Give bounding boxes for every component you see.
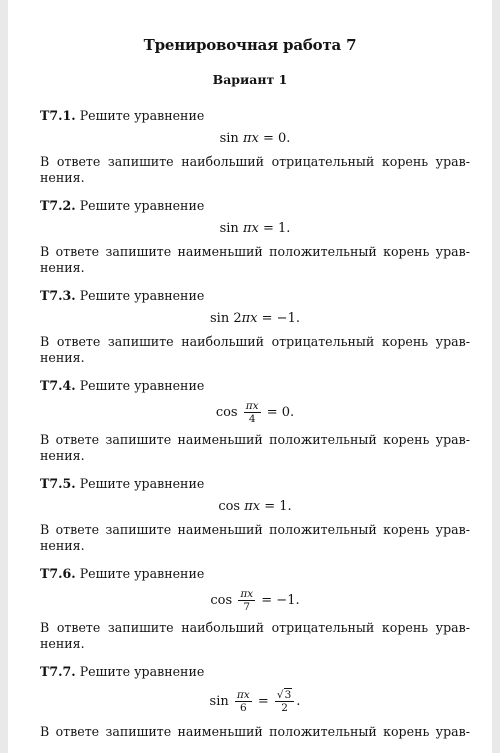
task-number: Т7.4. — [40, 378, 76, 393]
task-prompt: Решите уравнение — [79, 108, 205, 123]
instruction-line: нения. — [40, 170, 85, 185]
worksheet-page — [8, 0, 492, 753]
variant-heading: Вариант 1 — [212, 72, 288, 87]
instruction-line: В ответе запишите наибольший отрицательный корень урав- — [40, 620, 470, 635]
task-number: Т7.6. — [40, 566, 76, 581]
instruction-line: В ответе запишите наибольший отрицательный корень урав- — [40, 334, 470, 349]
task-prompt: Решите уравнение — [79, 198, 205, 213]
task-7-1 — [40, 108, 470, 186]
task-7-7 — [40, 664, 470, 740]
task-number: Т7.1. — [40, 108, 76, 123]
equation: sin $\frac{\pi x}{6}$ = $\frac{√3}{2}$ . — [209, 689, 301, 714]
instruction-line: нения. — [40, 260, 85, 275]
instruction-line: нения. — [40, 636, 85, 651]
equation: cos $\frac{\pi x}{7}$ = −1. — [210, 588, 300, 613]
task-prompt: Решите уравнение — [79, 288, 205, 303]
task-prompt: Решите уравнение — [79, 664, 205, 679]
page-title: Тренировочная работа 7 — [143, 36, 357, 54]
task-number: Т7.5. — [40, 476, 76, 491]
instruction-line: В ответе запишите наименьший положительный корень урав- — [40, 522, 470, 537]
instruction-line: нения. — [40, 448, 85, 463]
equation: cos πx = 1. — [218, 499, 292, 514]
task-number: Т7.2. — [40, 198, 76, 213]
equation: sin πx = 1. — [219, 221, 291, 236]
task-prompt: Решите уравнение — [79, 378, 205, 393]
task-number: Т7.3. — [40, 288, 76, 303]
task-number: Т7.7. — [40, 664, 76, 679]
task-7-5 — [40, 476, 470, 554]
task-7-6 — [40, 566, 470, 652]
task-prompt: Решите уравнение — [79, 566, 205, 581]
equation: sin 2πx = −1. — [210, 311, 300, 326]
instruction-line: нения. — [40, 538, 85, 553]
equation: cos $\frac{\pi x}{4}$ = 0. — [215, 400, 295, 425]
instruction-line: В ответе запишите наименьший положительный корень урав- — [40, 432, 470, 447]
instruction-line: В ответе запишите наименьший положительный корень урав- — [40, 244, 470, 259]
instruction-line: В ответе запишите наибольший отрицательный корень урав- — [40, 154, 470, 169]
instruction-line: В ответе запишите наименьший положительный корень урав- — [40, 724, 470, 739]
equation: sin πx = 0. — [219, 131, 291, 146]
task-7-2 — [40, 198, 470, 276]
instruction-line: нения. — [40, 350, 85, 365]
task-7-4 — [40, 378, 470, 464]
task-7-3 — [40, 288, 470, 366]
task-prompt: Решите уравнение — [79, 476, 205, 491]
